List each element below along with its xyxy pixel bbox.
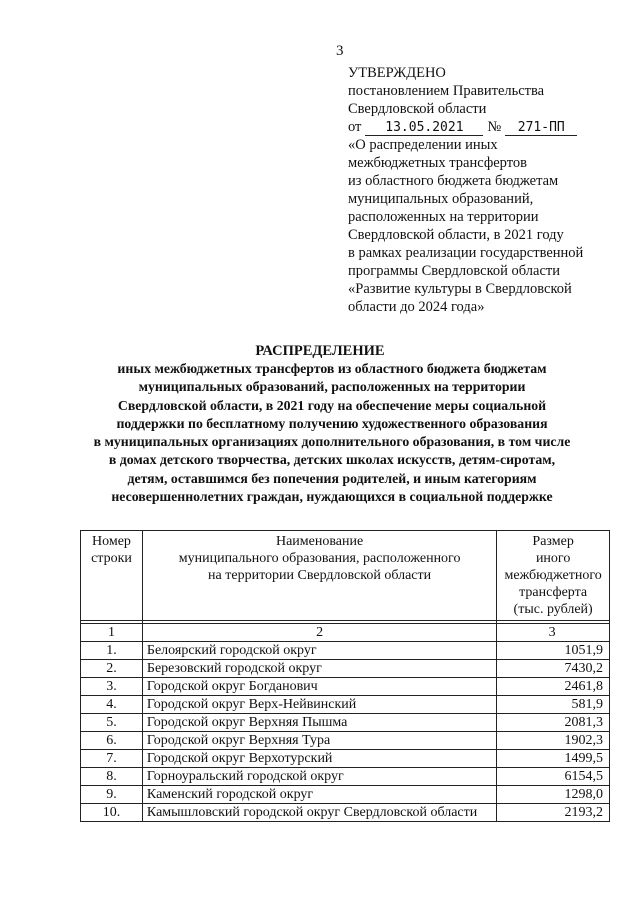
decree-description-line: программы Свердловской области [348, 263, 561, 279]
row-number-cell: 1. [81, 642, 143, 660]
amount-cell: 2461,8 [497, 678, 610, 696]
approval-block [348, 64, 628, 316]
decree-description-line: расположенных на территории [348, 209, 539, 225]
subtitle-line: муниципальных образований, расположенных на территории [138, 379, 526, 395]
decree-number: 271-ПП [505, 121, 577, 136]
header-line: Наименование [275, 534, 364, 549]
amount-cell: 2193,2 [497, 804, 610, 822]
decree-description-line: межбюджетных трансфертов [348, 155, 527, 171]
header-line: Размер [532, 534, 574, 549]
decree-description-line: «О распределении иных [348, 137, 498, 153]
municipality-cell: Камышловский городской округ Свердловской области [142, 804, 496, 822]
amount-cell: 581,9 [497, 696, 610, 714]
subtitle-line: поддержки по бесплатному получению художественного образования [116, 415, 548, 431]
row-number-cell: 7. [81, 750, 143, 768]
table-row [81, 696, 610, 714]
document-title: РАСПРЕДЕЛЕНИЕ [255, 343, 385, 359]
municipality-cell: Городской округ Верхотурский [142, 750, 496, 768]
row-number-cell: 5. [81, 714, 143, 732]
amount-cell: 6154,5 [497, 768, 610, 786]
header-cell-municipality [142, 531, 496, 621]
date-prefix: от [348, 119, 362, 135]
table-row [81, 678, 610, 696]
subtitle-line: детям, оставшимся без попечения родителей, и иным категориям [127, 470, 537, 486]
header-line: строки [91, 551, 132, 566]
municipality-cell: Городской округ Верхняя Тура [142, 732, 496, 750]
approval-line: постановлением Правительства [348, 83, 545, 99]
amount-cell: 7430,2 [497, 660, 610, 678]
municipality-cell: Березовский городской округ [142, 660, 496, 678]
municipality-cell: Горноуральский городской округ [142, 768, 496, 786]
row-number-cell: 6. [81, 732, 143, 750]
table-row [81, 660, 610, 678]
municipality-cell: Белоярский городской округ [142, 642, 496, 660]
approval-heading: УТВЕРЖДЕНО [348, 65, 446, 81]
municipality-cell: Каменский городской округ [142, 786, 496, 804]
header-line: на территории Свердловской области [208, 568, 432, 583]
amount-cell: 1499,5 [497, 750, 610, 768]
table-row [81, 804, 610, 822]
subtitle-line: в муниципальных организациях дополнительного образования, в том числе [93, 434, 571, 450]
row-number-cell: 8. [81, 768, 143, 786]
column-number: 3 [497, 624, 610, 642]
header-line: Номер [92, 534, 131, 549]
subtitle-line: иных межбюджетных трансфертов из областного бюджета бюджетам [117, 361, 547, 376]
header-line: иного [535, 551, 571, 566]
amount-cell: 1902,3 [497, 732, 610, 750]
decree-description-line: в рамках реализации государственной [348, 245, 584, 261]
municipality-cell: Городской округ Богданович [142, 678, 496, 696]
header-cell-row-number [81, 531, 143, 621]
decree-description-line: области до 2024 года» [348, 299, 485, 315]
table-header-row [81, 531, 610, 621]
decree-date: 13.05.2021 [365, 121, 483, 136]
page-number: 3 [336, 43, 344, 59]
distribution-table [80, 530, 610, 822]
amount-cell: 1298,0 [497, 786, 610, 804]
document-subtitle [52, 360, 612, 506]
row-number-cell: 3. [81, 678, 143, 696]
decree-description-line: «Развитие культуры в Свердловской [348, 281, 572, 297]
decree-date-number-line [348, 118, 628, 136]
row-number-cell: 10. [81, 804, 143, 822]
municipality-cell: Городской округ Верхняя Пышма [142, 714, 496, 732]
table-row [81, 786, 610, 804]
row-number-cell: 9. [81, 786, 143, 804]
row-number-cell: 2. [81, 660, 143, 678]
header-cell-amount [497, 531, 610, 621]
table-row [81, 714, 610, 732]
header-line: трансферта [519, 585, 588, 600]
table-row [81, 768, 610, 786]
amount-cell: 1051,9 [497, 642, 610, 660]
subtitle-line: несовершеннолетних граждан, нуждающихся в социальной поддержке [111, 489, 553, 505]
header-line: межбюджетного [504, 568, 602, 583]
header-line: муниципального образования, расположенного [178, 551, 461, 566]
municipality-cell: Городской округ Верх-Нейвинский [142, 696, 496, 714]
column-number-row [81, 624, 610, 642]
approval-line: Свердловской области [348, 101, 487, 117]
column-number: 1 [81, 624, 143, 642]
table-row [81, 732, 610, 750]
subtitle-line: Свердловской области, в 2021 году на обеспечение меры социальной [117, 397, 547, 413]
subtitle-line: в домах детского творчества, детских школах искусств, детям-сиротам, [108, 452, 556, 468]
decree-description-line: Свердловской области, в 2021 году [348, 227, 564, 243]
decree-description-line: из областного бюджета бюджетам [348, 173, 559, 189]
column-number: 2 [142, 624, 496, 642]
table-row [81, 642, 610, 660]
table-row [81, 750, 610, 768]
row-number-cell: 4. [81, 696, 143, 714]
decree-description-line: муниципальных образований, [348, 191, 534, 207]
amount-cell: 2081,3 [497, 714, 610, 732]
header-line: (тыс. рублей) [513, 602, 593, 617]
number-prefix: № [487, 119, 502, 135]
